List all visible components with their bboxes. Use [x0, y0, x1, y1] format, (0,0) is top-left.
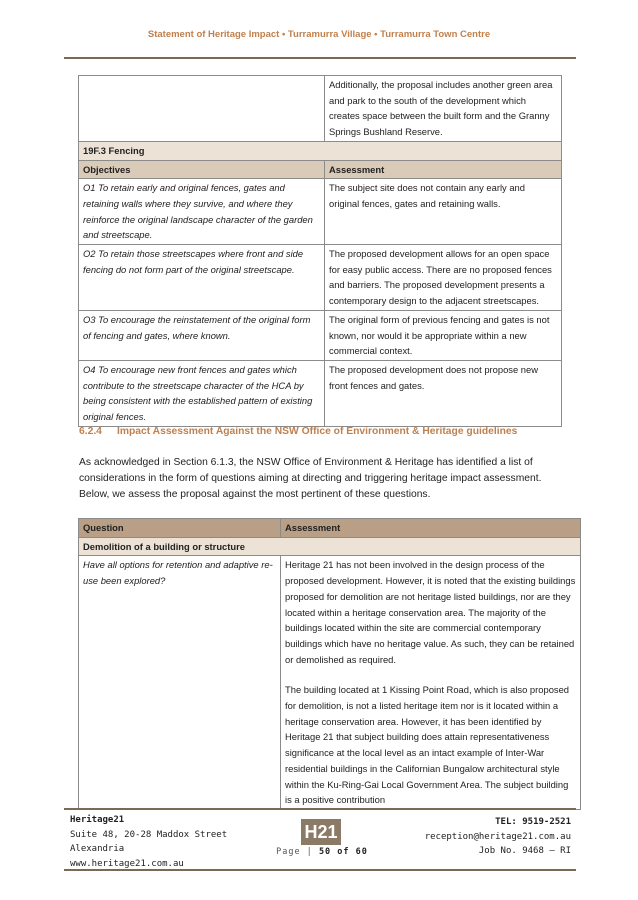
table-row [79, 179, 562, 245]
heritage-questions-table [78, 518, 581, 810]
table-header-row [79, 160, 562, 179]
col-header-assessment: Assessment [281, 519, 581, 538]
objective-cell [79, 360, 325, 426]
table-row [79, 556, 581, 810]
objective-cell [79, 179, 325, 245]
footer-contact [425, 815, 571, 859]
page-number [262, 847, 382, 857]
section-heading [79, 426, 517, 437]
objective-text: O2 To retain those streetscapes where front and side fencing do not form part of the original streetscape. [83, 248, 304, 275]
footer-address-line1: Suite 48, 20-28 Maddox Street [70, 829, 228, 840]
section-number: 6.2.4 [79, 426, 102, 437]
fencing-table [78, 75, 562, 427]
page-header-title: Statement of Heritage Impact • Turramurra Village • Turramurra Town Centre [147, 29, 491, 40]
footer-email: reception@heritage21.com.au [424, 831, 571, 842]
footer-address-line2: Alexandria [70, 844, 125, 854]
col-header-question: Question [79, 519, 281, 538]
table-row [79, 310, 562, 360]
question-text: Have all options for retention and adaptive re-use been explored? [83, 559, 273, 587]
assessment-cell: The proposed development does not propose new front fences and gates. [325, 360, 562, 426]
footer-divider-bottom [64, 869, 576, 871]
assessment-cell: The original form of previous fencing and gates is not known, nor would it be appropriate within a new commercial context. [325, 310, 562, 360]
table-row [79, 360, 562, 426]
assessment-paragraph: The building located at 1 Kissing Point Road, which is also proposed for demolition, is not a listed heritage item nor is it located within a heritage conservation area. However, it has been identified by Heritage 21 that subject building does attain representativeness significance at the local level as an intact example of Inter-War residential buildings in the Californian Bungalow architectural style within the Ku-Ring-Gai Local Government Area. The subject building is a positive contribution [285, 684, 570, 806]
col-header-objectives: Objectives [79, 160, 325, 179]
empty-cell [79, 76, 325, 142]
carry-over-cell: Additionally, the proposal includes another green area and park to the south of the development which creates space between the built form and the Granny Springs Bushland Reserve. [325, 76, 562, 142]
footer-job-number: Job No. 9468 – RI [478, 846, 571, 856]
assessment-cell: The proposed development allows for an open space for easy public access. There are no proposed fences and barriers. The proposed development presents a contemporary design to the adjacent streetscapes. [325, 245, 562, 311]
table-row [79, 245, 562, 311]
page-count: 50 of 60 [318, 847, 368, 857]
assessment-cell [281, 556, 581, 810]
objective-cell [79, 245, 325, 311]
footer-divider-top [64, 808, 576, 810]
objective-text: O3 To encourage the reinstatement of the original form of fencing and gates, where known. [83, 313, 311, 341]
table-section-row [79, 141, 562, 160]
footer-company: Heritage21 [70, 815, 125, 825]
header-divider [64, 57, 576, 59]
heritage21-logo: H21 [301, 819, 341, 845]
section-title-demolition: Demolition of a building or structure [79, 537, 581, 556]
section-title: Impact Assessment Against the NSW Office of Environment & Heritage guidelines [117, 426, 518, 437]
footer-website: www.heritage21.com.au [70, 858, 184, 869]
assessment-cell: The subject site does not contain any early and original fences, gates and retaining walls. [325, 179, 562, 245]
assessment-paragraph: Heritage 21 has not been involved in the design process of the proposed development. However, it is noted that the existing buildings proposed for demolition are not heritage listed buildings, nor are they located within a heritage conservation area. The majority of the buildings located within the site are commercial contemporary buildings which have no heritage value. As such, they can be retained or demolished as required. [285, 559, 576, 665]
intro-paragraph: As acknowledged in Section 6.1.3, the NSW Office of Environment & Heritage has identified a list of considerations in the form of questions aiming at directing and triggering heritage impact assessment. Below, we assess the proposal against the most pertinent of these questions. [79, 457, 542, 500]
footer-address [70, 813, 227, 871]
question-cell [79, 556, 281, 810]
objective-text: O4 To encourage new front fences and gates which contribute to the streetscape character of the HCA by being consistent with the established pattern of existing original fences. [83, 363, 313, 423]
section-title-fencing: 19F.3 Fencing [79, 141, 562, 160]
table-section-row [79, 537, 581, 556]
page-label: Page | [276, 847, 313, 857]
footer-tel: TEL: 9519-2521 [495, 817, 571, 827]
table-header-row [79, 519, 581, 538]
objective-cell [79, 310, 325, 360]
col-header-assessment: Assessment [325, 160, 562, 179]
table-row [79, 76, 562, 142]
objective-text: O1 To retain early and original fences, gates and retaining walls where they survive, and where they reinforce the original landscape character of the garden and streetscape. [83, 182, 313, 241]
